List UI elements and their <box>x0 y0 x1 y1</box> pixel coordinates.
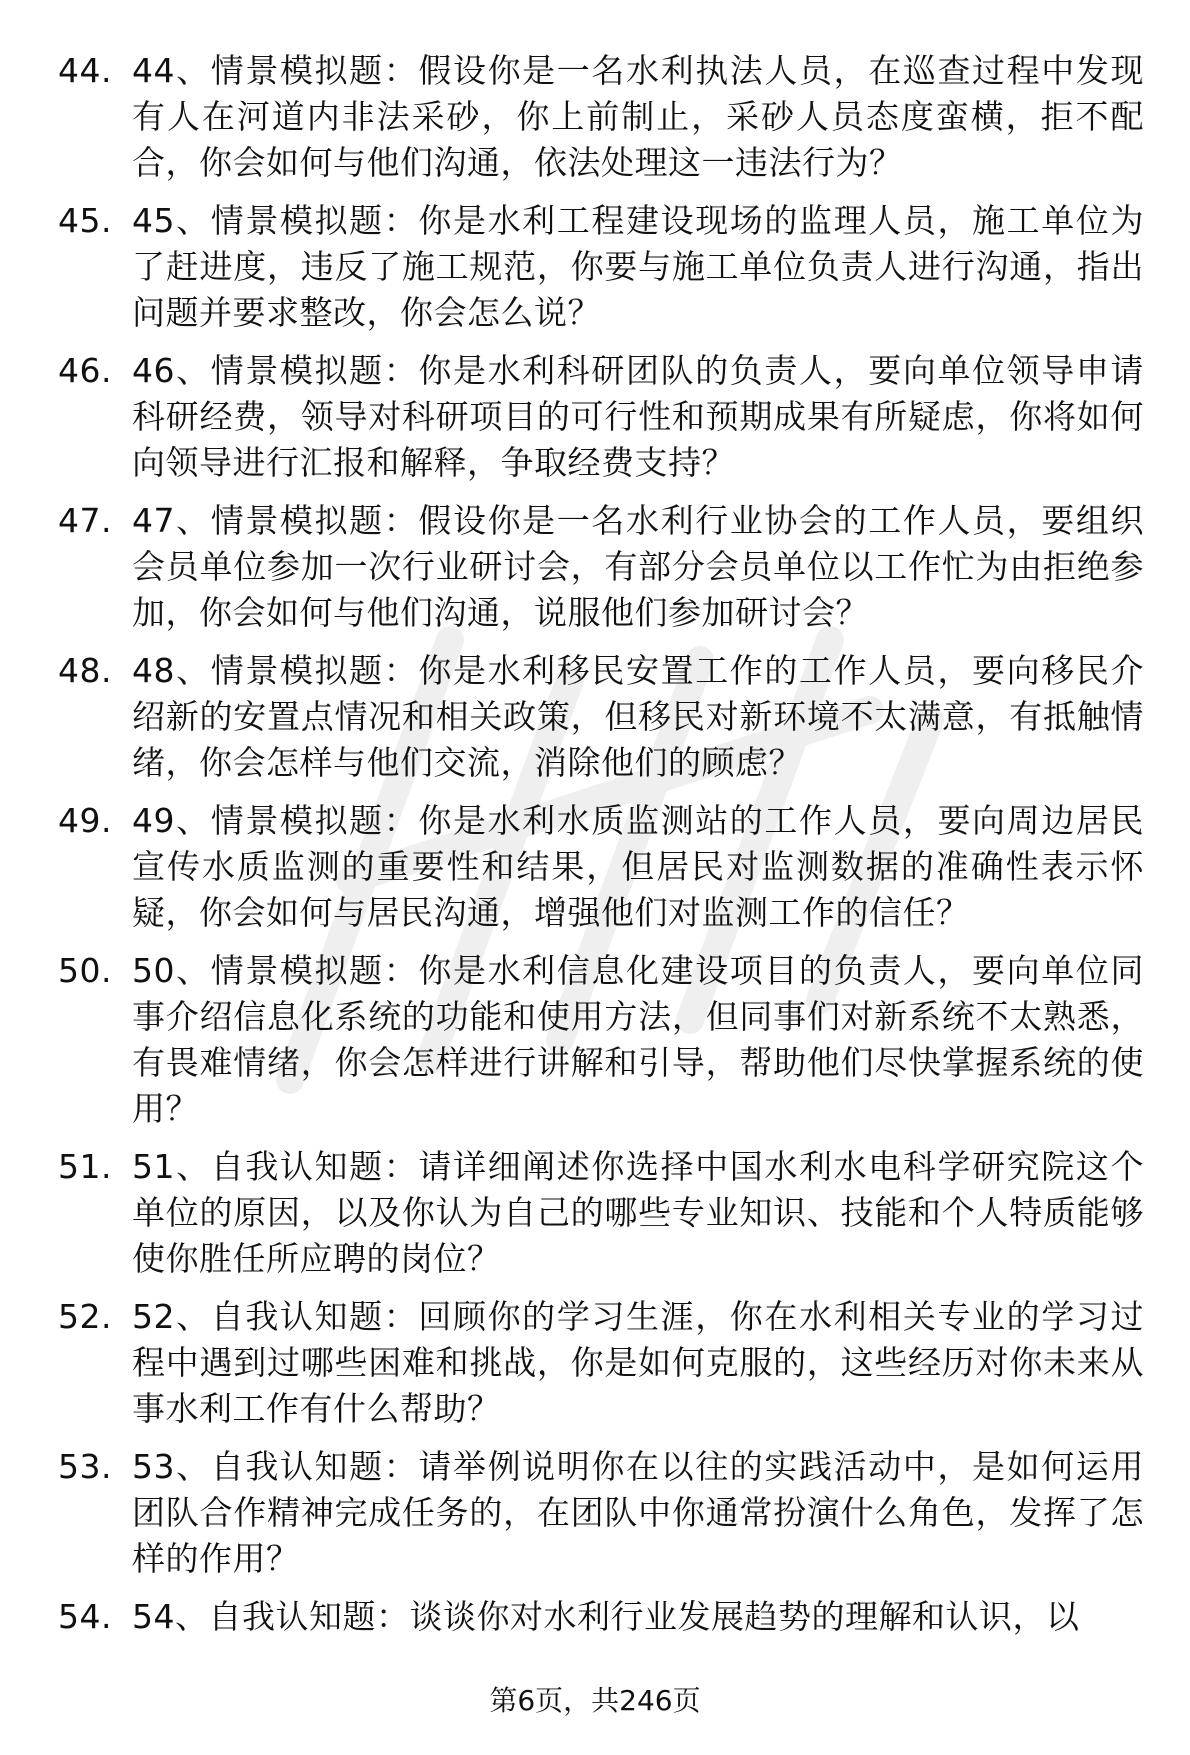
question-number: 52. <box>58 1297 112 1336</box>
question-list <box>0 48 1190 1640</box>
question-item <box>0 1144 1190 1282</box>
question-text: 54、自我认知题：谈谈你对水利行业发展趋势的理解和认识，以 <box>132 1597 1080 1636</box>
question-item <box>0 1444 1190 1582</box>
question-item <box>0 948 1190 1132</box>
question-text: 53、自我认知题：请举例说明你在以往的实践活动中，是如何运用团队合作精神完成任务的，在团队中你通常扮演什么角色，发挥了怎样的作用？ <box>132 1447 1144 1578</box>
question-number: 53. <box>58 1447 112 1486</box>
question-item <box>0 348 1190 486</box>
question-item <box>0 498 1190 636</box>
question-text: 47、情景模拟题：假设你是一名水利行业协会的工作人员，要组织会员单位参加一次行业研讨会，有部分会员单位以工作忙为由拒绝参加，你会如何与他们沟通，说服他们参加研讨会？ <box>132 501 1144 632</box>
question-text: 49、情景模拟题：你是水利水质监测站的工作人员，要向周边居民宣传水质监测的重要性和结果，但居民对监测数据的准确性表示怀疑，你会如何与居民沟通，增强他们对监测工作的信任？ <box>132 801 1144 932</box>
question-text: 50、情景模拟题：你是水利信息化建设项目的负责人，要向单位同事介绍信息化系统的功能和使用方法，但同事们对新系统不太熟悉，有畏难情绪，你会怎样进行讲解和引导，帮助他们尽快掌握系统的使用？ <box>132 951 1144 1128</box>
page-footer: 第6页，共246页 <box>489 1684 701 1717</box>
question-item <box>0 798 1190 936</box>
question-text: 45、情景模拟题：你是水利工程建设现场的监理人员，施工单位为了赶进度，违反了施工规范，你要与施工单位负责人进行沟通，指出问题并要求整改，你会怎么说？ <box>132 201 1144 332</box>
question-item <box>0 48 1190 186</box>
question-text: 51、自我认知题：请详细阐述你选择中国水利水电科学研究院这个单位的原因，以及你认为自己的哪些专业知识、技能和个人特质能够使你胜任所应聘的岗位？ <box>132 1147 1144 1278</box>
question-item <box>0 648 1190 786</box>
question-item <box>0 1294 1190 1432</box>
question-number: 45. <box>58 201 112 240</box>
question-number: 49. <box>58 801 112 840</box>
question-text: 44、情景模拟题：假设你是一名水利执法人员，在巡查过程中发现有人在河道内非法采砂，你上前制止，采砂人员态度蛮横，拒不配合，你会如何与他们沟通，依法处理这一违法行为？ <box>132 51 1144 182</box>
question-item <box>0 198 1190 336</box>
question-number: 47. <box>58 501 112 540</box>
question-text: 52、自我认知题：回顾你的学习生涯，你在水利相关专业的学习过程中遇到过哪些困难和挑战，你是如何克服的，这些经历对你未来从事水利工作有什么帮助？ <box>132 1297 1144 1428</box>
question-number: 51. <box>58 1147 112 1186</box>
question-number: 48. <box>58 651 112 690</box>
question-text: 48、情景模拟题：你是水利移民安置工作的工作人员，要向移民介绍新的安置点情况和相关政策，但移民对新环境不太满意，有抵触情绪，你会怎样与他们交流，消除他们的顾虑？ <box>132 651 1144 782</box>
question-text: 46、情景模拟题：你是水利科研团队的负责人，要向单位领导申请科研经费，领导对科研项目的可行性和预期成果有所疑虑，你将如何向领导进行汇报和解释，争取经费支持？ <box>132 351 1144 482</box>
question-number: 44. <box>58 51 112 90</box>
question-item <box>0 1594 1190 1640</box>
question-number: 46. <box>58 351 112 390</box>
question-number: 50. <box>58 951 112 990</box>
question-number: 54. <box>58 1597 112 1636</box>
